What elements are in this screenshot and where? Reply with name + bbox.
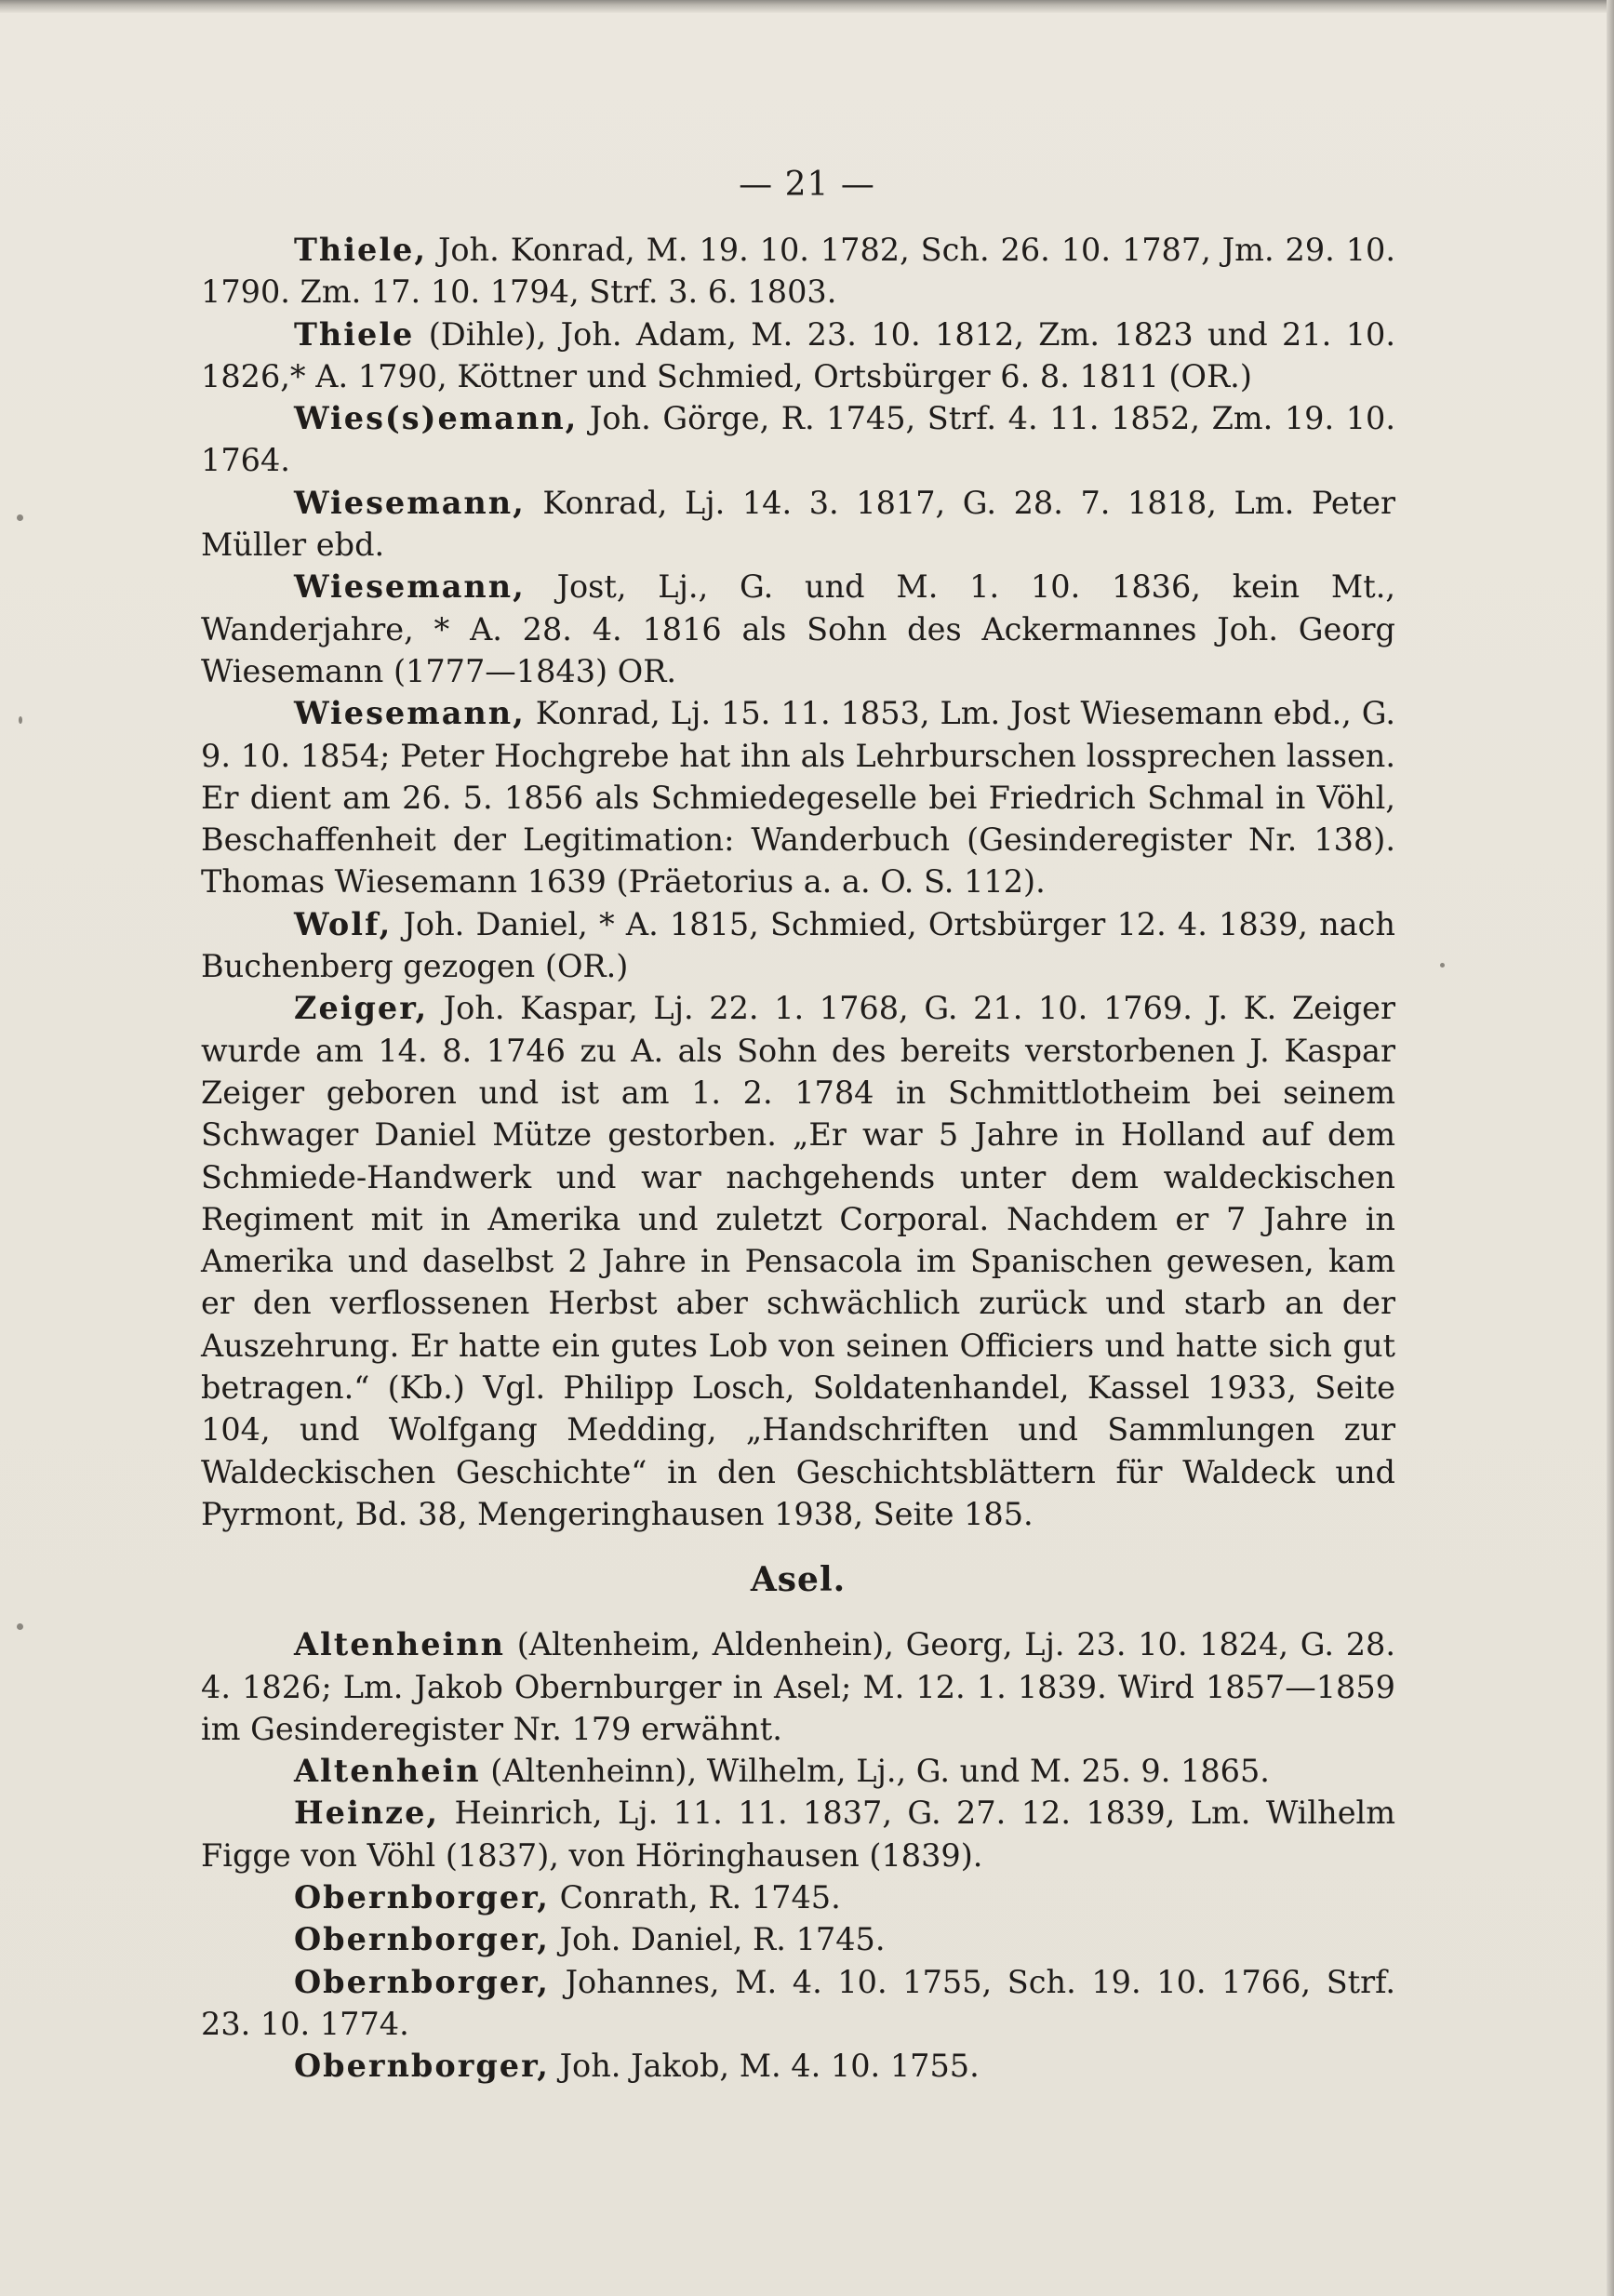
entry-text: Jost, Lj., G. und M. 1. 10. 1836, kein Mt., Wanderjahre, * A. 28. 4. 1816 als Sohn des Ackermannes Joh. Georg Wiesemann (1777—1843) OR.: [201, 568, 1395, 689]
entry-name: Altenhein: [294, 1753, 481, 1790]
entry-text: Johannes, M. 4. 10. 1755, Sch. 19. 10. 1766, Strf. 23. 10. 1774.: [201, 1963, 1395, 2042]
entry-text: (Altenheinn), Wilhelm, Lj., G. und M. 25. 9. 1865.: [480, 1753, 1270, 1790]
page-right-edge: [1607, 0, 1614, 2296]
entry-name: Obernborger,: [294, 1878, 550, 1916]
register-entry: [201, 2045, 1395, 2087]
entry-text: Joh. Konrad, M. 19. 10. 1782, Sch. 26. 10. 1787, Jm. 29. 10. 1790. Zm. 17. 10. 1794, Strf. 3. 6. 1803.: [201, 232, 1395, 311]
entries-list-asel: [201, 1623, 1395, 2087]
entry-text: Joh. Daniel, * A. 1815, Schmied, Ortsbürger 12. 4. 1839, nach Buchenberg gezogen (OR.): [201, 905, 1395, 985]
register-entry: [201, 903, 1395, 988]
register-entry: [201, 1750, 1395, 1792]
entry-text: (Altenheim, Aldenhein), Georg, Lj. 23. 10. 1824, G. 28. 4. 1826; Lm. Jakob Obernburger in Asel; M. 12. 1. 1839. Wird 1857—1859 im Gesinderegister Nr. 179 erwähnt.: [201, 1626, 1395, 1747]
entry-text: Joh. Görge, R. 1745, Strf. 4. 11. 1852, Zm. 19. 10. 1764.: [201, 400, 1395, 479]
entries-list-main: [201, 229, 1395, 1535]
entry-text: (Dihle), Joh. Adam, M. 23. 10. 1812, Zm. 1823 und 21. 10. 1826,* A. 1790, Köttner und Schmied, Ortsbürger 6. 8. 1811 (OR.): [201, 315, 1395, 394]
entry-name: Wiesemann,: [294, 484, 526, 521]
scan-speck: [17, 1623, 23, 1630]
register-entry: [201, 1918, 1395, 1960]
entry-name: Obernborger,: [294, 2048, 550, 2085]
entry-text: Joh. Jakob, M. 4. 10. 1755.: [549, 2048, 980, 2085]
scan-speck: [19, 716, 22, 724]
register-entry: [201, 566, 1395, 692]
entry-name: Thiele,: [294, 232, 428, 268]
page-top-edge: [0, 0, 1614, 13]
register-entry: [201, 1961, 1395, 2046]
scan-speck: [1440, 963, 1445, 968]
entry-name: Obernborger,: [294, 1963, 550, 2000]
entry-text: Konrad, Lj. 15. 11. 1853, Lm. Jost Wiesemann ebd., G. 9. 10. 1854; Peter Hochgrebe hat ihn als Lehrburschen lossprechen lassen. Er dient am 26. 5. 1856 als Schmiedegeselle bei Friedrich Schmal in Vöhl, Beschaffenheit der Legitimation: Wanderbuch (Gesinderegister Nr. 138). Thomas Wiesemann 1639 (Präetorius a. a. O. S. 112).: [201, 695, 1395, 901]
register-entry: [201, 1876, 1395, 1918]
scan-speck: [17, 514, 23, 521]
page-number: — 21 —: [739, 166, 875, 204]
entry-name: Obernborger,: [294, 1921, 550, 1958]
register-entry: [201, 1792, 1395, 1876]
register-entry: [201, 397, 1395, 482]
entry-name: Wolf,: [294, 905, 393, 942]
entry-text: Joh. Kaspar, Lj. 22. 1. 1768, G. 21. 10. 1769. J. K. Zeiger wurde am 14. 8. 1746 zu A. als Sohn des bereits verstorbenen J. Kaspar Zeiger geboren und ist am 1. 2. 1784 in Schmittlotheim bei seinem Schwager Daniel Mütze gestorben. „Er war 5 Jahre in Holland auf dem Schmiede-Handwerk und war nachgehends unter dem waldeckischen Regiment mit in Amerika und zuletzt Corporal. Nachdem er 7 Jahre in Amerika und daselbst 2 Jahre in Pensacola im Spanischen gewesen, kam er den verflossenen Herbst aber schwächlich zurück und starb an der Auszehrung. Er hatte ein gutes Lob von seinen Officiers und hatte sich gut betragen.“ (Kb.) Vgl. Philipp Losch, Soldatenhandel, Kassel 1933, Seite 104, und Wolfgang Medding, „Handschriften und Sammlungen zur Waldeckischen Geschichte“ in den Geschichtsblättern für Waldeck und Pyrmont, Bd. 38, Mengeringhausen 1938, Seite 185.: [201, 990, 1395, 1532]
entry-name: Heinze,: [294, 1795, 440, 1832]
entry-name: Zeiger,: [294, 990, 429, 1027]
register-entry: [201, 692, 1395, 902]
entry-name: Thiele: [294, 315, 415, 353]
entry-text: Konrad, Lj. 14. 3. 1817, G. 28. 7. 1818, Lm. Peter Müller ebd.: [201, 484, 1395, 564]
entry-name: Altenheinn: [294, 1626, 505, 1663]
entry-name: Wiesemann,: [294, 695, 526, 732]
entry-name: Wiesemann,: [294, 568, 526, 606]
entry-name: Wies(s)emann,: [294, 400, 579, 437]
register-entry: [201, 1623, 1395, 1750]
entry-text: Joh. Daniel, R. 1745.: [549, 1921, 886, 1958]
register-entry: [201, 314, 1395, 398]
register-entry: [201, 229, 1395, 314]
entry-text: Heinrich, Lj. 11. 11. 1837, G. 27. 12. 1839, Lm. Wilhelm Figge von Vöhl (1837), von Höringhausen (1839).: [201, 1795, 1395, 1874]
document-body: [201, 229, 1395, 2087]
section-heading: Asel.: [750, 1560, 847, 1600]
entry-text: Conrath, R. 1745.: [549, 1878, 841, 1916]
register-entry: [201, 987, 1395, 1535]
register-entry: [201, 482, 1395, 567]
